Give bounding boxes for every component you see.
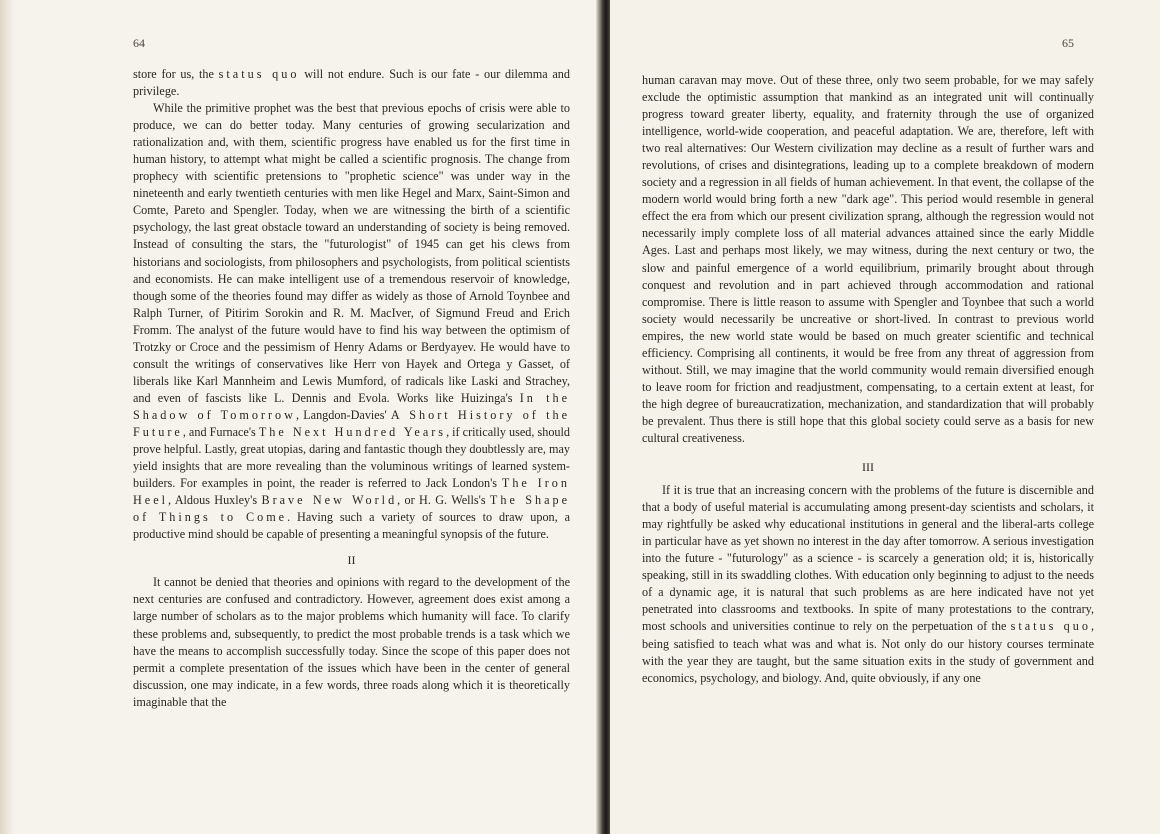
text-run: While the primitive prophet was the best that previous epochs of crisis were able to produce, we can do better today. Many centuries of growing secularization and rationalization and, with them, scientific progress have enabled us for the first time in human history, to attempt what might be called a scientific prognosis. The change from prophecy with scientific pretensions to "prophetic science" was under way in the nineteenth and early twentieth centuries with men like Hegel and Marx, Saint-Simon and Comte, Pareto and Spengler. Today, when we are witnessing the birth of a scientific psychology, the last great obstacle toward an understanding of society is being removed. Instead of consulting the stars, the "futurologist" of 1945 can get his clews from historians and sociologists, from philosophers and psychologists, from political scientists and economists. He can make intelligent use of a tremendous reservoir of knowledge, though some of the theories found may differ as widely as those of Arnold Toynbee and Ralph Turner, of Pitirim Sorokin and R. M. MacIver, of Sigmund Freud and Erich Fromm. The analyst of the future would have to find his way between the optimism of Trotzky or Croce and the pessimism of Henry Adams or Berdyayev. He would have to consult the writings of conservatives like Herr von Hayek and Ortega y Gasset, of liberals like Karl Mannheim and Lewis Mumford, of radicals like Laski and Strachey, and even of fascists like L. Dennis and Evola. Works like Huizinga's [133,101,570,405]
emphasized-text: In the Shadow of Tomorrow [133,390,570,422]
page-number: 64 [133,36,145,50]
text-column [133,66,570,711]
emphasized-text: A Short History of the Future [133,407,570,439]
paragraphs-after [133,574,570,710]
page-number: 65 [1062,36,1074,50]
text-run: , Langdon-Davies' [295,407,391,422]
text-run: , if critically used, should prove helpful. Lastly, great utopias, daring and fantastic though they doubtlessly are, may yield insights that are more revealing than the voluminous writings of learned system-builders. For examples in point, the reader is referred to Jack London's [133,424,570,491]
emphasized-text: Brave New World [261,493,398,508]
emphasized-text: status quo [1010,619,1091,634]
text-run: , or H. G. Wells's [397,493,490,508]
emphasized-text: status quo [218,67,300,81]
paragraphs-before [133,66,570,543]
emphasized-text: The Next Hundred Years [258,424,447,439]
page-edge-shadow [0,0,14,834]
text-run: , being satisfied to teach what was and what is. Not only do our history courses terminate with the year they are taught, but the same situation exits in the study of government and economics, psychology, and biology. And, quite obviously, if any one [642,619,1094,685]
paragraph [642,482,1094,687]
text-run: will not endure. Such is our fate - our dilemma and privilege. [133,67,570,99]
paragraph [642,72,1094,447]
emphasized-text: The Shape of Things to Come [133,493,570,525]
text-column [642,72,1094,687]
text-run: store for us, the [133,67,219,81]
section-heading: II [347,553,356,568]
right-page [610,0,1160,834]
paragraphs-before [642,72,1094,447]
text-run: human caravan may move. Out of these three, only two seem probable, for we may safely exclude the optimistic assumption that mankind as an integrated unit will continually progress toward greater liberty, equality, and fraternity through the use of organized intelligence, world-wide cooperation, and peaceful adaptation. We are, therefore, left with two real alternatives: Our Western civilization may decline as a result of further wars and revolutions, of crises and disintegrations, leading up to a complete breakdown of modern society and a regression in all fields of human achievement. In that event, the collapse of the modern world would bring forth a new "dark age". This period would resemble in general effect the era from which our present civilization sprang, although the regression would not necessarily imply complete loss of all material advances attained since the early Middle Ages. Last and perhaps most likely, we may witness, during the next century or two, the slow and painful emergence of a world equilibrium, primarily brought about through conquest and revolution and in part achieved through accommodation and rational compromise. There is little reason to assume with Spengler and Toynbee that such a world society would necessarily be uncreative or short-lived. In contrast to previous world empires, the new world state would be based on much greater scientific and technical efficiency. Comprising all continents, it would be free from any threat of aggression from without. Still, we may imagine that the world community would remain diversified enough to leave room for friction and readjustment, compensating, to a certain extent at least, for the high degree of bureaucratization, mechanization, and standardization that will probably be prevalent. Thus there is still hope that this global society could serve as a basis for new cultural creativeness. [642,73,1094,445]
paragraph [133,66,570,100]
text-run: . Having such a variety of sources to draw upon, a productive mind should be capable of presenting a meaningful synopsis of the future. [133,510,570,542]
section-heading: III [862,460,874,475]
text-run: It cannot be denied that theories and opinions with regard to the development of the next centuries are confused and contradictory. However, agreement does exist among a large number of scholars as to the major problems which humanity will face. To clarify these problems and, subsequently, to predict the most probable trends is a task which we have the means to accomplish successfully today. Since the scope of this paper does not permit a complete presentation of the issues which have been in the center of general discussion, one may indicate, in a few words, three roads along which it is theoretically imaginable that the [133,575,570,709]
paragraphs-after [642,482,1094,687]
emphasized-text: The Iron Heel [133,476,570,508]
text-run: , Aldous Huxley's [168,493,262,508]
paragraph [133,574,570,710]
text-run: If it is true that an increasing concern with the problems of the future is discernible and that a body of useful material is accumulating among present-day scientists and scholars, it may rightfully be asked why educational institutions in general and the liberal-arts college in particular have as yet shown no interest in the day after tomorrow. A serious investigation into the future - "futurology" as a science - is scarcely a generation old; it is, historically speaking, still in its swaddling clothes. With education only beginning to adjust to the needs of a dynamic age, it is natural that such problems as are here indicated have not yet penetrated into classrooms and textbooks. In spite of many protestations to the contrary, most schools and universities continue to rely on the perpetuation of the [642,483,1094,634]
paragraph [133,100,570,543]
text-run: , and Furnace's [182,424,259,439]
